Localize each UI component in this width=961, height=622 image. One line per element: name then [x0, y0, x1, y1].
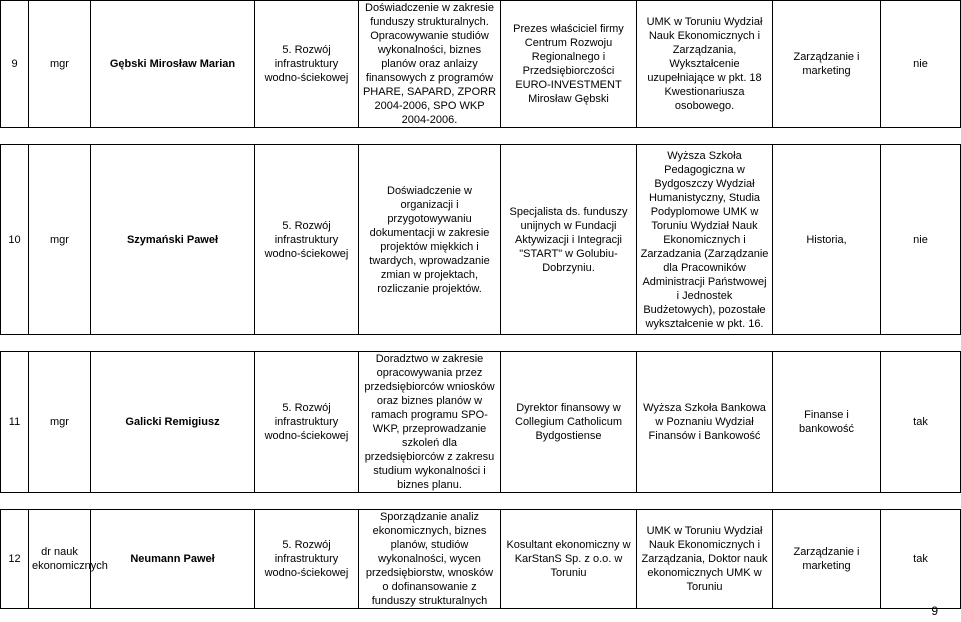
position: Specjalista ds. funduszy unijnych w Fundacji Aktywizacji i Integracji "START" w Golubiu-Dobrzyniu. [501, 145, 637, 335]
education: Wyższa Szkoła Pedagogiczna w Bydgoszczy Wydział Humanistyczny, Studia Podyplomowe UMK w Toruniu Wydział Nauk Ekonomicznych i Zarzadzania (Zarządzanie dla Pracowników Administracji Państwowej i Jednostek Budżetowych), pozostałe wykształcenie w pkt. 16. [637, 145, 773, 335]
expert-name: Szymański Paweł [91, 145, 255, 335]
answer: tak [881, 352, 961, 493]
area: 5. Rozwój infrastruktury wodno-ściekowej [255, 510, 359, 609]
row-gap [1, 128, 961, 145]
academic-title: dr nauk ekonomicznych [29, 510, 91, 609]
academic-title: mgr [29, 352, 91, 493]
answer: tak [881, 510, 961, 609]
experience: Sporządzanie analiz ekonomicznych, biznes planów, studiów wykonalności, wycen przedsiębiorstw, wnosków o dofinansowanie z funduszy strukturalnych [359, 510, 501, 609]
specialization: Finanse i bankowość [773, 352, 881, 493]
answer: nie [881, 145, 961, 335]
area: 5. Rozwój infrastruktury wodno-ściekowej [255, 1, 359, 128]
education: UMK w Toruniu Wydział Nauk Ekonomicznych i Zarządzania, Wykształcenie uzupełniające w pkt. 18 Kwestionariusza osobowego. [637, 1, 773, 128]
row-gap [1, 493, 961, 510]
education: Wyższa Szkoła Bankowa w Poznaniu Wydział Finansów i Bankowość [637, 352, 773, 493]
experience: Doradztwo w zakresie opracowywania przez przedsiębiorców wniosków oraz biznes planów w ramach programu SPO-WKP, przeprowadzanie szkoleń dla przedsiębiorców z zakresu studium wykonalności i biznes planu. [359, 352, 501, 493]
table-row [1, 510, 961, 609]
answer: nie [881, 1, 961, 128]
area: 5. Rozwój infrastruktury wodno-ściekowej [255, 352, 359, 493]
position: Kosultant ekonomiczny w KarStanS Sp. z o.o. w Toruniu [501, 510, 637, 609]
row-number: 9 [1, 1, 29, 128]
academic-title: mgr [29, 1, 91, 128]
education: UMK w Toruniu Wydział Nauk Ekonomicznych i Zarządzania, Doktor nauk ekonomicznych UMK w Toruniu [637, 510, 773, 609]
expert-name: Gębski Mirosław Marian [91, 1, 255, 128]
table-row [1, 352, 961, 493]
position: Dyrektor finansowy w Collegium Catholicum Bydgostiense [501, 352, 637, 493]
specialization: Zarządzanie i marketing [773, 510, 881, 609]
specialization: Zarządzanie i marketing [773, 1, 881, 128]
page-number: 9 [931, 604, 938, 618]
expert-name: Galicki Remigiusz [91, 352, 255, 493]
row-gap [1, 335, 961, 352]
academic-title: mgr [29, 145, 91, 335]
area: 5. Rozwój infrastruktury wodno-ściekowej [255, 145, 359, 335]
experience: Doświadczenie w organizacji i przygotowywaniu dokumentacji w zakresie projektów miękkich i twardych, wprowadzanie zmian w projektach, rozliczanie projektów. [359, 145, 501, 335]
table-row [1, 1, 961, 128]
row-number: 10 [1, 145, 29, 335]
row-number: 11 [1, 352, 29, 493]
row-number: 12 [1, 510, 29, 609]
position: Prezes właściciel firmy Centrum Rozwoju Regionalnego i Przedsiębiorczości EURO-INVESTMENT Mirosław Gębski [501, 1, 637, 128]
specialization: Historia, [773, 145, 881, 335]
experience: Doświadczenie w zakresie funduszy strukturalnych. Opracowywanie studiów wykonalności, biznes planów oraz anlaizy finansowych z programów PHARE, SAPARD, ZPORR 2004-2006, SPO WKP 2004-2006. [359, 1, 501, 128]
expert-name: Neumann Paweł [91, 510, 255, 609]
table-row [1, 145, 961, 335]
